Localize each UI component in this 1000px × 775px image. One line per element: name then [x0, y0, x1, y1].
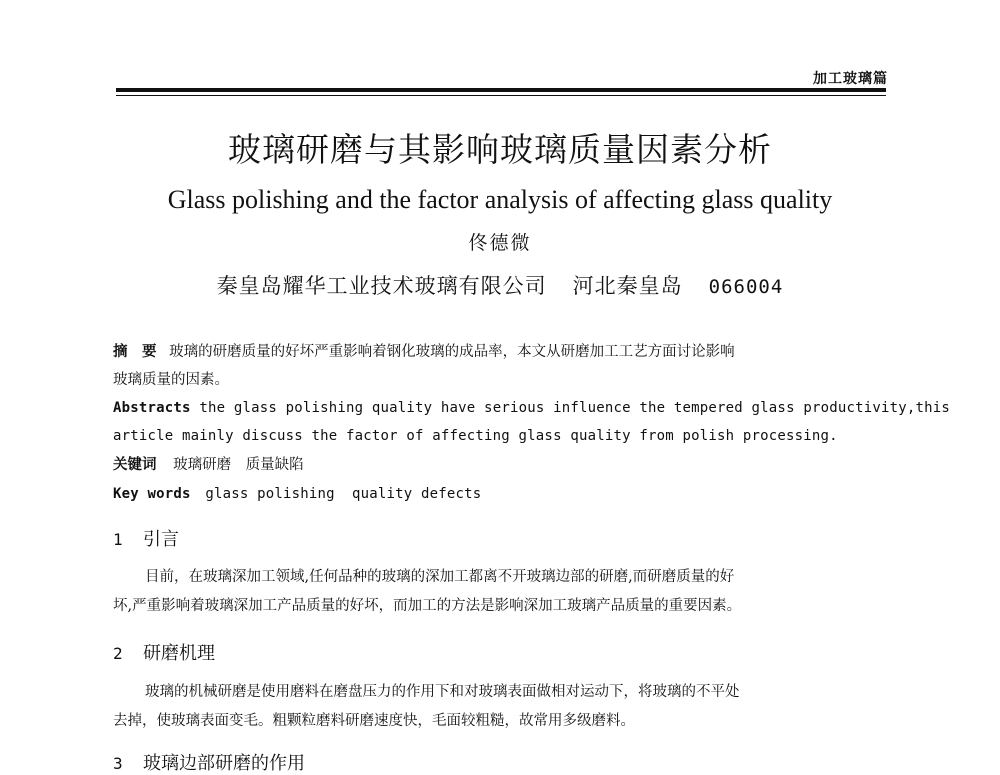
section-number: 1 [113, 530, 123, 549]
abstract-en-line-1 [113, 398, 951, 418]
section-2-line-1 [113, 682, 893, 702]
abstract-cn-text-2: 玻璃质量的因素。 [113, 372, 229, 388]
abstract-en-line-2 [113, 426, 893, 446]
keywords-en-label: Key words [113, 486, 191, 502]
section-heading-3 [113, 749, 305, 774]
section-1-text-2: 坏,严重影响着玻璃深加工产品质量的好坏，而加工的方法是影响深加工玻璃产品质量的重要因素。 [113, 598, 742, 614]
keywords-cn-value: 玻璃研磨 质量缺陷 [173, 457, 304, 473]
author-name: 佟德微 [468, 232, 532, 254]
abstract-cn-line-1 [113, 342, 893, 362]
paper-title-english: Glass polishing and the factor analysis of affecting glass quality [167, 185, 833, 214]
section-heading-1 [113, 525, 179, 551]
abstract-en-label: Abstracts [113, 400, 191, 416]
paper-title-chinese: 玻璃研磨与其影响玻璃质量因素分析 [228, 130, 772, 169]
section-title: 引言 [143, 529, 179, 550]
section-title: 研磨机理 [143, 643, 215, 664]
header-rule-thin [116, 95, 886, 96]
abstract-cn-label: 摘 要 [113, 344, 157, 360]
section-2-text-2: 去掉，使玻璃表面变毛。粗颗粒磨料研磨速度快，毛面较粗糙，故常用多级磨料。 [113, 713, 635, 729]
affiliation-place: 河北秦皇岛 [572, 274, 683, 298]
affiliation-postcode: 066004 [708, 276, 784, 298]
keywords-en-value: glass polishing quality defects [205, 486, 482, 502]
section-number: 2 [113, 644, 123, 663]
abstract-en-text-2: article mainly discuss the factor of affecting glass quality from polish processing. [113, 428, 838, 444]
author-affiliation [0, 270, 1000, 300]
keywords-en [113, 484, 893, 504]
keywords-cn-label: 关键词 [113, 457, 157, 473]
abstract-en-text-1: the glass polishing quality have serious influence the tempered glass productivity,this [199, 400, 951, 416]
abstract-cn-text-1: 玻璃的研磨质量的好坏严重影响着钢化玻璃的成品率，本文从研磨加工工艺方面讨论影响 [169, 344, 735, 360]
section-heading-2 [113, 639, 215, 665]
section-2-line-2 [113, 711, 893, 731]
affiliation-org: 秦皇岛耀华工业技术玻璃有限公司 [216, 274, 547, 298]
header-rule-thick [116, 88, 886, 92]
section-2-text-1: 玻璃的机械研磨是使用磨料在磨盘压力的作用下和对玻璃表面做相对运动下，将玻璃的不平处 [145, 684, 740, 700]
section-1-line-1 [113, 567, 893, 587]
section-title: 玻璃边部研磨的作用 [143, 753, 305, 774]
section-1-text-1: 目前，在玻璃深加工领域,任何品种的玻璃的深加工都离不开玻璃边部的研磨,而研磨质量的好 [145, 569, 735, 585]
section-number: 3 [113, 754, 123, 773]
journal-section-label: 加工玻璃篇 [813, 71, 888, 87]
keywords-cn [113, 455, 893, 475]
abstract-cn-line-2 [113, 370, 893, 390]
section-1-line-2 [113, 596, 893, 616]
